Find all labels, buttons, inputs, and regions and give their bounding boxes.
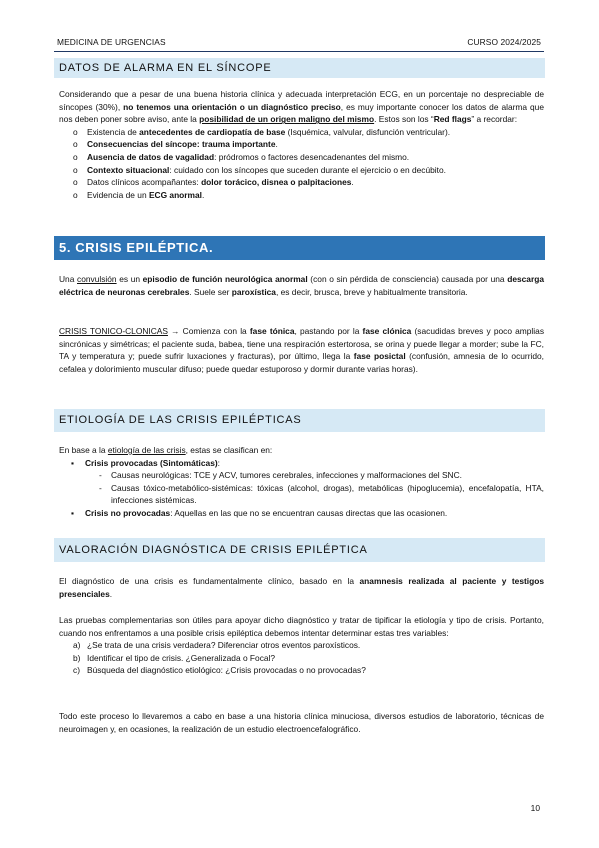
process-summary-block: [59, 710, 544, 735]
section-alarm-body: [59, 88, 544, 201]
header-course: CURSO 2024/2025: [467, 37, 541, 47]
list-item: ▪ Crisis no provocadas: Aquellas en las que no se encuentran causas directas que las ocasionen.: [71, 507, 544, 520]
etiology-list: [59, 457, 544, 520]
diagnostic-variables-list: [59, 639, 544, 677]
process-summary-paragraph: Todo este proceso lo llevaremos a cabo en base a una historia clínica minuciosa, diversos estudios de laboratorio, técnicas de neuroimagen y, en ocasiones, la realización de un estudio electroencefalográfico.: [59, 711, 544, 734]
alarm-intro-paragraph: Considerando que a pesar de una buena historia clínica y adecuada interpretación ECG, en un porcentaje no despreciable de síncopes (30%), no tenemos una orientación o un diagnóstico preciso, es muy importante conocer los datos de alarma que nos deben poner sobre aviso, ante la posibilidad de un origen maligno del mismo. Estos son los “Red flags” a recordar:: [59, 89, 544, 125]
list-item: - Causas neurológicas: TCE y ACV, tumores cerebrales, infecciones y malformaciones del SNC.: [99, 469, 544, 482]
section-heading-etiology: ETIOLOGÍA DE LAS CRISIS EPILÉPTICAS: [54, 409, 545, 432]
list-item: o Evidencia de un ECG anormal.: [73, 189, 544, 202]
list-item: c) Búsqueda del diagnóstico etiológico: ¿Crisis provocadas o no provocadas?: [73, 665, 366, 676]
section-heading-diagnostic-assessment: VALORACIÓN DIAGNÓSTICA DE CRISIS EPILÉPTICA: [54, 538, 545, 562]
list-item: o Contexto situacional: cuidado con los síncopes que suceden durante el ejercicio o en decúbito.: [73, 164, 544, 177]
complementary-tests-paragraph: Las pruebas complementarias son útiles para apoyar dicho diagnóstico y tratar de tipificar la etiología y tipo de crisis. Portanto, cuando nos enfrentamos a una posible crisis epiléptica debemos intentar determinar estas tres variables:: [59, 615, 544, 638]
page-number: 10: [530, 803, 540, 813]
complementary-tests-block: [59, 614, 544, 677]
convulsion-definition-paragraph: Una convulsión es un episodio de función neurológica anormal (con o sin pérdida de consciencia) causada por una descarga eléctrica de neuronas cerebrales. Suele ser paroxística, es decir, brusca, breve y habitualmente transitoria.: [59, 274, 544, 297]
list-item: o Existencia de antecedentes de cardiopatía de base (Isquémica, valvular, disfunción ventricular).: [73, 126, 544, 139]
section-etiology-body: [59, 444, 544, 520]
header-subject: MEDICINA DE URGENCIAS: [57, 37, 166, 47]
diagnostic-clinical-paragraph: El diagnóstico de una crisis es fundamentalmente clínico, basado en la anamnesis realizada al paciente y testigos presenciales.: [59, 576, 544, 599]
section-heading-alarm-data: DATOS DE ALARMA EN EL SÍNCOPE: [54, 58, 545, 78]
etiology-intro: En base a la etiología de las crisis, estas se clasifican en:: [59, 445, 273, 455]
list-item: o Datos clínicos acompañantes: dolor torácico, disnea o palpitaciones.: [73, 176, 544, 189]
section-crisis-body: [59, 273, 544, 298]
provoked-causes-list: [85, 469, 544, 507]
list-item: - Causas tóxico-metabólico-sistémicas: tóxicas (alcohol, drogas), metabólicas (hipoglucemia), encefalopatía, HTA, infecciones sistémicas.: [99, 482, 544, 507]
list-item: o Consecuencias del síncope: trauma importante.: [73, 138, 544, 151]
list-item: o Ausencia de datos de vagalidad: pródromos o factores desencadenantes del mismo.: [73, 151, 544, 164]
red-flags-list: [59, 126, 544, 202]
list-item: b) Identificar el tipo de crisis. ¿Generalizada o Focal?: [73, 652, 276, 663]
list-item: a) ¿Se trata de una crisis verdadera? Diferenciar otros eventos paroxísticos.: [73, 640, 361, 651]
list-item: ▪ Crisis provocadas (Sintomáticas): - Causas neurológicas: TCE y ACV, tumores cerebrales, infecciones y malformaciones del SNC. - Causas tóxico-metabólico-sistémicas: tóxicas (alcohol, drogas), metabólicas (hipoglucemia), encefalopatía, HTA, infecciones sistémicas.: [71, 457, 544, 507]
section-heading-epileptic-crisis: 5. CRISIS EPILÉPTICA.: [54, 236, 545, 260]
header-rule: [54, 51, 544, 52]
section-diagnostic-body: [59, 575, 544, 600]
tonic-clonic-block: [59, 325, 544, 375]
tonic-clonic-paragraph: CRISIS TONICO-CLONICAS → Comienza con la fase tónica, pastando por la fase clónica (sacudidas breves y poco amplias sincrónicas y simétricas; el paciente suda, babea, tiene una respiración estertorosa, se orina y puede llegar a morder; sube la FC, TA y temperatura y; puede sufrir luxaciones y fracturas), por último, llega la fase posictal (confusión, amnesia de lo ocurrido, cefalea y dolorimiento muscular difuso; puede quedar estuporoso y dormir durante varias horas).: [59, 326, 545, 374]
